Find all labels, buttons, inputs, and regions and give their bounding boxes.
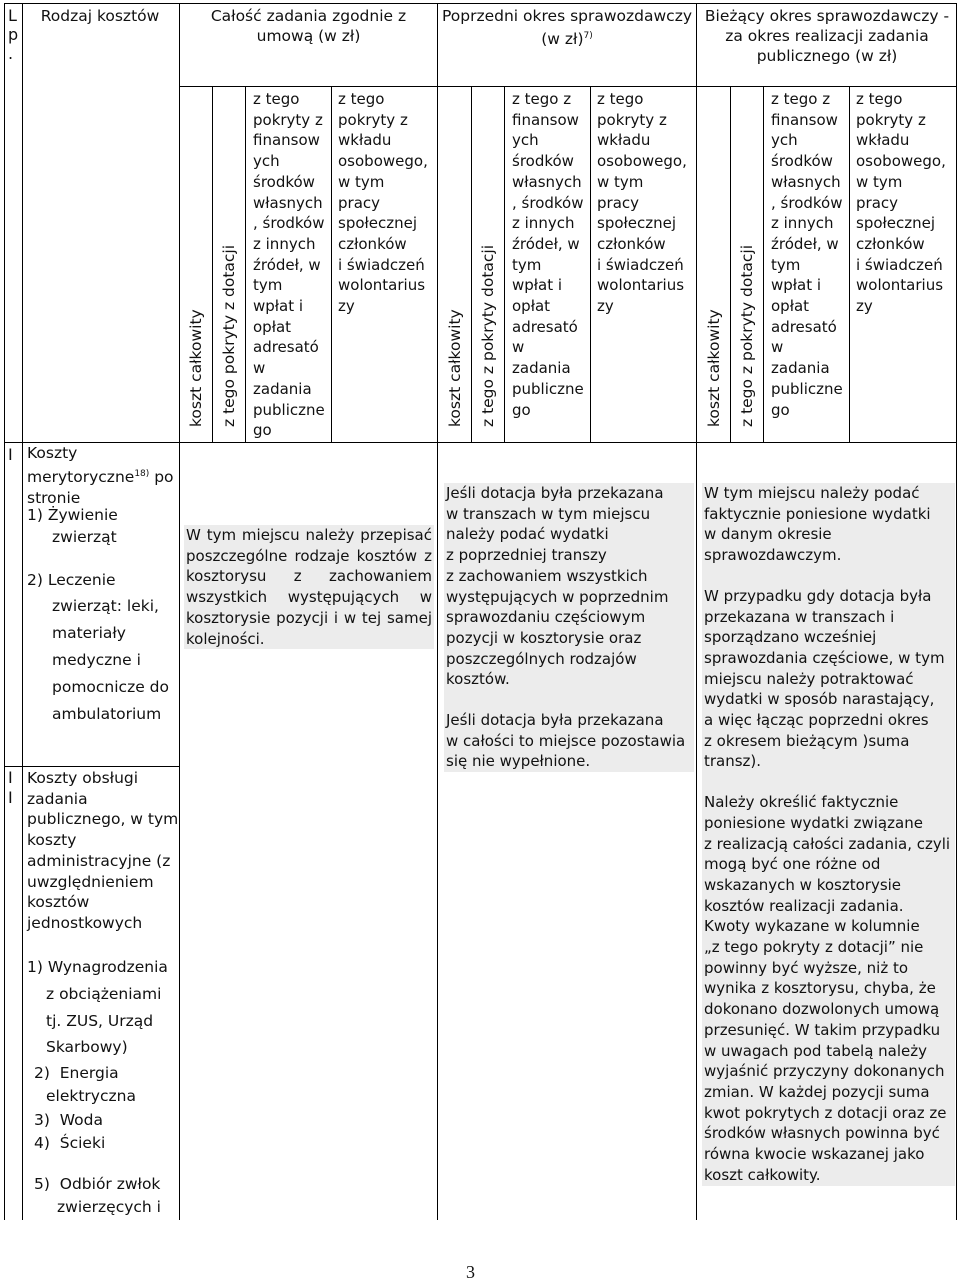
- row2-item: 2) Energia: [34, 1064, 119, 1082]
- header-row-bottom: [179, 86, 957, 87]
- row1-item: zwierząt: [52, 528, 117, 546]
- sub-sep: [730, 86, 731, 442]
- table-border-left: [4, 3, 5, 1220]
- subheader-z-dotacji: z tego z pokryty dotacji: [738, 244, 756, 427]
- subheader-srodki-finansowe: z tego z finansow ych środków własnych , środków z innych źródeł, w tym wpłat i opłat adresató w zadania publiczne go: [512, 90, 584, 419]
- note-biezacy-okres: [702, 483, 955, 1186]
- note-biezacy-wydatki: W tym miejscu należy podać faktycznie poniesione wydatki w danym okresie sprawozdawczym.: [704, 484, 931, 565]
- col-sep-rodzaj: [179, 3, 180, 1220]
- subheader-wklad-osobowy: z tego pokryty z wkładu osobowego, w tym pracy społecznej członków i świadczeń wolontarius zy: [597, 90, 687, 316]
- row2-item: zwierzęcych i: [57, 1198, 161, 1216]
- row1-item: 2) Leczenie: [27, 571, 116, 589]
- subheader-z-dotacji: z tego z pokryty dotacji: [479, 244, 497, 427]
- row2-item: Skarbowy): [46, 1038, 128, 1056]
- row1-lp: I: [8, 445, 13, 464]
- row1-item: materiały: [52, 624, 126, 642]
- row2-item: z obciążeniami: [46, 985, 162, 1003]
- subheader-z-dotacji: z tego pokryty z dotacji: [220, 244, 238, 427]
- note-poprzedni-okres: [444, 483, 694, 772]
- page-number: 3: [466, 1262, 475, 1280]
- row2-item: 3) Woda: [34, 1111, 104, 1129]
- row1-item: medyczne i: [52, 651, 141, 669]
- row2-item: 5) Odbiór zwłok: [34, 1175, 161, 1193]
- note-poprzedni-transze: Jeśli dotacja była przekazana w transzach w tym miejscu należy podać wydatki z poprzedniej transzy z zachowaniem wszystkich występujących w poprzednim sprawozdaniu częściowym pozycji w kosztorysie oraz poszczególnych rodzajów kosztów.: [446, 484, 669, 689]
- header-poprzedni-okres: [440, 6, 694, 49]
- subheader-koszt-calkowity: koszt całkowity: [446, 309, 464, 427]
- header-calosc-zadania: Całość zadania zgodnie z umową (w zł): [210, 7, 407, 45]
- note-biezacy-faktyczne: Należy określić faktycznie poniesione wydatki związane z realizacją całości zadania, czyli mogą być one różne od wskazanych w kosztorysie kosztów realizacji zadania. Kwoty wykazane w kolumnie „z tego pokryty z dotacji” nie powinny być wyższe, niż to wynika z kosztorysu, chyba, że dokonano dozwolonych umową przesunięć. W takim przypadku w uwagach pod tabelą należy wyjaśnić przyczyny dokonanych zmian. W każdej pozycji suma kwot pokrytych z dotacji oraz ze środków własnych powinna być równa kwocie wskazanej jako koszt całkowity.: [704, 793, 951, 1184]
- row2-item: tj. ZUS, Urząd: [46, 1012, 154, 1030]
- row1-item: pomocnicze do: [52, 678, 169, 696]
- footnote-ref: 7): [583, 31, 593, 41]
- row1-title-tail: po stronie: [27, 467, 174, 507]
- row2-title: Koszty obsługi zadania publicznego, w tym koszty administracyjne (z uwzględnieniem kosztów jednostkowych: [27, 769, 179, 932]
- row2-lp: I I: [8, 768, 13, 807]
- sub-sep: [849, 86, 850, 442]
- row2-item: 1) Wynagrodzenia: [27, 958, 168, 976]
- subheader-wklad-osobowy: z tego pokryty z wkładu osobowego, w tym pracy społecznej członków i świadczeń wolontarius zy: [856, 90, 946, 316]
- subheader-koszt-calkowity: koszt całkowity: [187, 309, 205, 427]
- header-lp: L p .: [8, 6, 19, 63]
- row1-item: ambulatorium: [52, 705, 162, 723]
- sub-sep: [331, 86, 332, 442]
- row1-item: zwierząt: leki,: [52, 597, 159, 615]
- table-border-right: [956, 3, 957, 1220]
- row2-item: 4) Ścieki: [34, 1134, 106, 1152]
- sub-sep: [763, 86, 764, 442]
- subheader-wklad-osobowy: z tego pokryty z wkładu osobowego, w tym pracy społecznej członków i świadczeń wolontarius zy: [338, 90, 428, 316]
- footnote-ref: 18): [134, 468, 150, 479]
- note-calosc-zadania: W tym miejscu należy przepisać poszczególne rodzaje kosztów z kosztorysu z zachowaniem wszystkich występujących w kosztorysie pozycji i w tej samej kolejności.: [186, 526, 432, 648]
- sub-sep: [212, 86, 213, 442]
- header-biezacy-okres: Bieżący okres sprawozdawczy - za okres realizacji zadania publicznego (w zł): [704, 7, 950, 65]
- row-sep-1: [4, 766, 180, 767]
- row2-item: elektryczna: [46, 1087, 136, 1105]
- col-sep-lp: [22, 3, 23, 1220]
- sub-sep: [471, 86, 472, 442]
- subheader-srodki-finansowe: z tego z finansow ych środków własnych , środków z innych źródeł, w tym wpłat i opłat adresató w zadania publiczne go: [771, 90, 843, 419]
- sub-sep: [590, 86, 591, 442]
- note-poprzedni-calosc: Jeśli dotacja była przekazana w całości to miejsce pozostawia się nie wypełnione.: [446, 711, 686, 771]
- header-rodzaj-kosztow: Rodzaj kosztów: [40, 7, 160, 25]
- sub-sep: [245, 86, 246, 442]
- row1-title-text: Koszty merytoryczne: [27, 444, 135, 486]
- header-poprzedni-text: Poprzedni okres sprawozdawczy (w zł): [441, 7, 692, 49]
- row1-item: 1) Żywienie: [27, 506, 118, 524]
- row1-title: [27, 443, 177, 508]
- note-biezacy-transze: W przypadku gdy dotacja była przekazana w transzach i sporządzano wcześniej sprawozdania częściowe, w tym miejscu należy potraktować wydatki w sposób narastający, a więc łącząc poprzedni okres z okresem bieżącym )suma transz).: [704, 586, 945, 771]
- subheader-koszt-calkowity: koszt całkowity: [705, 309, 723, 427]
- table-border-top: [4, 3, 957, 4]
- subheader-srodki-finansowe: z tego pokryty z finansow ych środków własnych , środków z innych źródeł, w tym wpłat i opłat adresató w zadania publiczne go: [253, 90, 325, 440]
- sub-sep: [504, 86, 505, 442]
